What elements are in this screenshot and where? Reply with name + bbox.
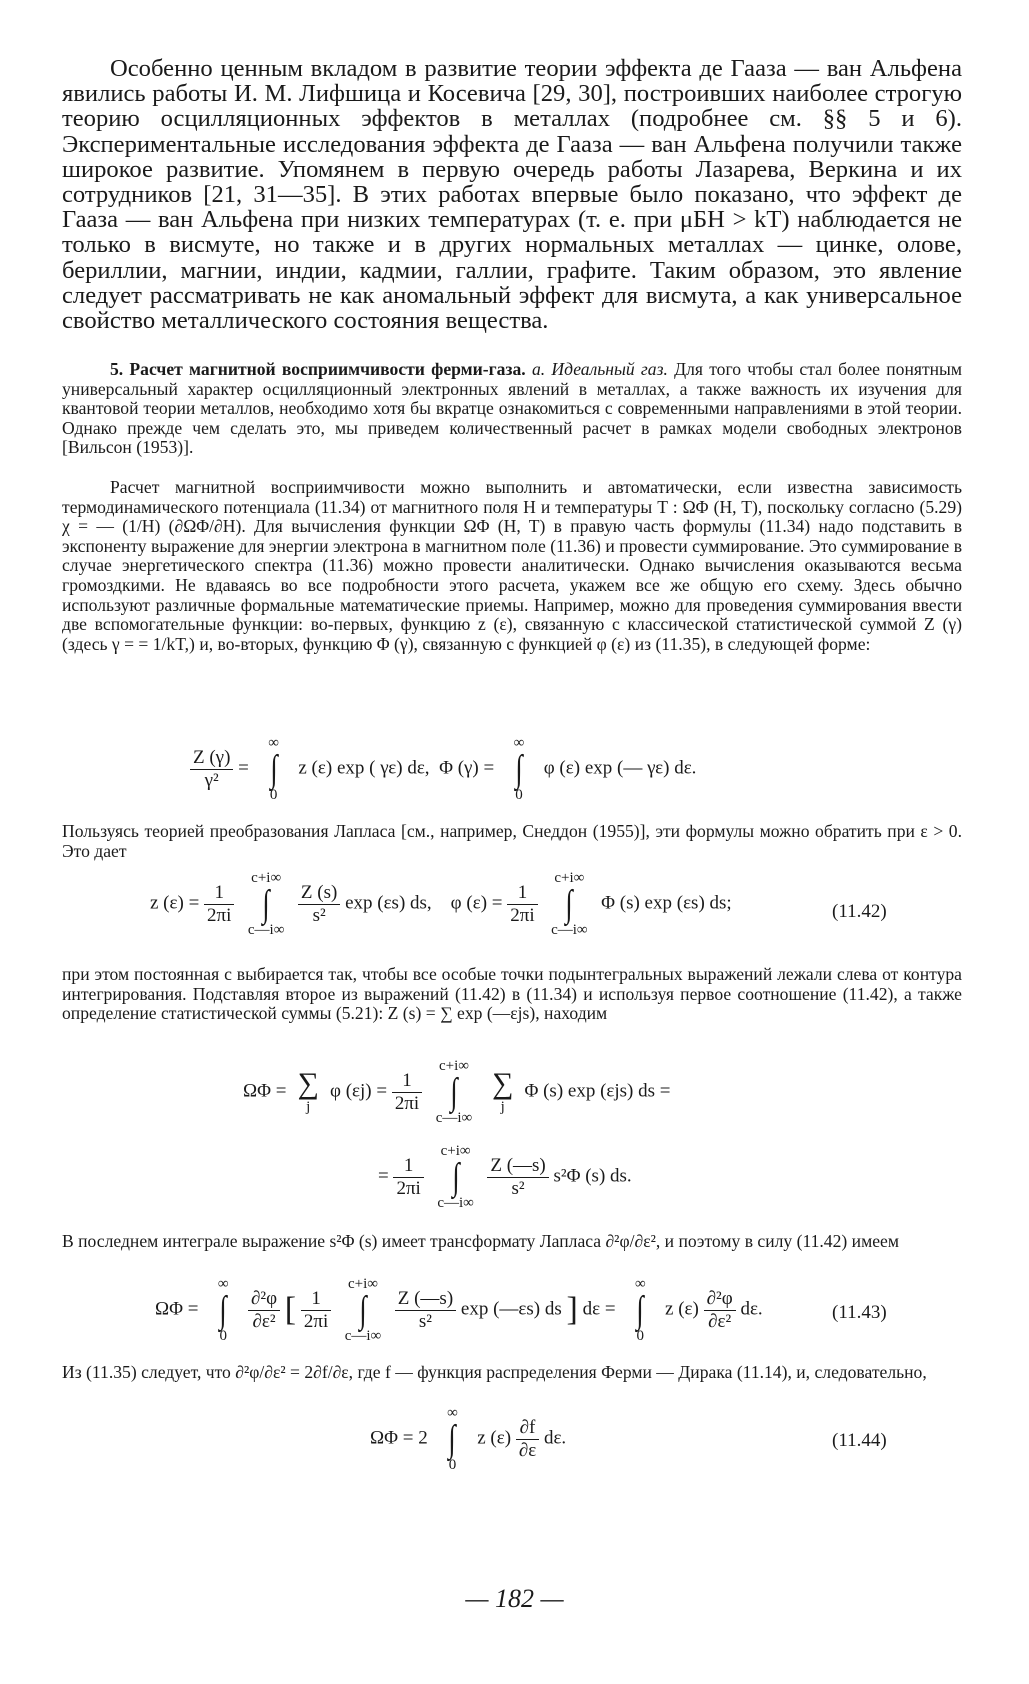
equation-laplace-forward: $\frac{Z (\gamma)}{\text{γ²}}$ = ∞ ∫ 0 z (ε) exp ( γε) dε, Φ (γ) = ∞ ∫ 0 φ (ε) exp (— γε) dε. bbox=[190, 735, 696, 803]
fraction: $\frac{Z (\gamma)}{\text{γ²}}$ bbox=[190, 747, 233, 792]
equation-omega-sum: ΩΦ = ∑ j φ (εj) = $\frac{1}{2\pi i}$ c+i∞ ∫ c—i∞ ∑ j Φ (s) exp (εjs) ds = bbox=[243, 1058, 671, 1126]
paragraph-calculation: Расчет магнитной восприимчивости можно выполнить и автоматически, если известна зависимость термодинамического потенциала (11.34) от магнитного поля H и температуры T : ΩΦ (H, T), поскольку согласно (5.29) χ = — (1/H) (∂ΩΦ/∂H). Для вычисления функции ΩΦ (H, T) в правую часть формулы (11.34) надо подставить в экспоненту выражение для энергии электрона в магнитном поле (11.36) и провести суммирование. Это суммирование в случае энергетического спектра (11.36) можно провести аналитически. Однако вычисления оказываются весьма громоздкими. Не вдаваясь во все подробности этого расчета, укажем все же общую его схему. Здесь обычно используют различные формальные математические приемы. Например, можно для проведения суммирования ввести две вспомогательные функции: во-первых, функцию z (ε), связанную с классической статистической суммой Z (γ) (здесь γ = = 1/kT,) и, во-вторых, функцию Φ (γ), связанную с функцией φ (ε) из (11.35), в следующей форме: bbox=[62, 477, 962, 654]
page-number: — 182 — bbox=[465, 1584, 564, 1613]
equation-omega-integral: = $\frac{1}{2\pi i}$ c+i∞ ∫ c—i∞ $\frac{Z (—s)}{\text{s²}}$ s²Φ (s) ds. bbox=[378, 1143, 632, 1211]
equation-11-44: ΩΦ = 2 ∞ ∫ 0 z (ε) $\frac{\partial f}{\partial\varepsilon}$ dε. bbox=[370, 1405, 567, 1473]
equation-number: (11.44) bbox=[832, 1430, 887, 1451]
equation-11-43: ΩΦ = ∞ ∫ 0 $\frac{\text{∂²φ}}{\text{∂ε²}}$ [ $\frac{1}{2\pi i}$ c+i∞ ∫ c—i∞ $\frac{Z (—s)}{\text{s²}}$ exp (—εs) ds ] dε = ∞ ∫ 0 z (ε) $\frac{\text{∂²φ}}{\text{∂ε²}}$ dε. bbox=[155, 1276, 763, 1344]
equation-11-42: z (ε) = $\frac{1}{2\pi i}$ c+i∞ ∫ c—i∞ $\frac{Z (s)}{\text{s²}}$ exp (εs) ds, φ (ε) = $\frac{1}{2\pi i}$ c+i∞ ∫ c—i∞ Φ (s) exp (εs) ds; bbox=[150, 870, 732, 938]
subsection-heading: а. Идеальный газ. bbox=[531, 359, 668, 379]
equation-number: (11.42) bbox=[832, 901, 887, 922]
section-heading: 5. Расчет магнитной восприимчивости ферми-газа. bbox=[110, 359, 526, 379]
equation-number: (11.43) bbox=[832, 1302, 887, 1323]
paragraph-fermi: Из (11.35) следует, что ∂²φ/∂ε² = 2∂f/∂ε, где f — функция распределения Ферми — Дирака (11.14), и, следовательно, bbox=[62, 1362, 927, 1382]
paragraph-laplace: Пользуясь теорией преобразования Лапласа [см., например, Снеддон (1955)], эти формулы можно обратить при ε > 0. Это дает bbox=[62, 821, 962, 861]
integral-sign: ∞ ∫ 0 bbox=[513, 735, 525, 803]
paragraph-transform: В последнем интеграле выражение s²Φ (s) имеет трансформату Лапласа ∂²φ/∂ε², и поэтому в силу (11.42) имеем bbox=[62, 1231, 899, 1251]
paragraph-section-5 bbox=[62, 360, 962, 458]
paragraph-intro: Особенно ценным вкладом в развитие теории эффекта де Гааза — ван Альфена явились работы И. М. Лифшица и Косевича [29, 30], построивших наиболее строгую теорию осцилляционных эффектов в металлах (подробнее см. §§ 5 и 6). Экспериментальные исследования эффекта де Гааза — ван Альфена получили также широкое развитие. Упомянем в первую очередь работы Лазарева, Веркина и их сотрудников [21, 31—35]. В этих работах впервые было показано, что эффект де Гааза — ван Альфена при низких температурах (т. е. при μБH > kT) наблюдается не только в висмуте, но также и в других нормальных металлах — цинке, олове, бериллии, магнии, индии, кадмии, галлии, графите. Таким образом, это явление следует рассматривать не как аномальный эффект для висмута, а как универсальное свойство металлического состояния вещества. bbox=[62, 55, 962, 335]
integral-sign: ∞ ∫ 0 bbox=[268, 735, 279, 803]
paragraph-contour: при этом постоянная c выбирается так, чтобы все особые точки подынтегральных выражений лежали слева от контура интегрирования. Подставляя второе из выражений (11.42) в (11.34) и используя первое соотношение (11.42), а также определение статистической суммы (5.21): Z (s) = ∑ exp (—εjs), находим bbox=[62, 964, 962, 1024]
section-5-text: Для того чтобы стал более понятным универсальный характер осцилляционный электронных явлений в металлах, а также важность их изучения для квантовой теории металлов, необходимо хотя бы вкратце ознакомиться с современными направлениями в этой теории. Однако прежде чем сделать это, мы приведем количественный расчет в рамках модели свободных электронов [Вильсон (1953)]. bbox=[62, 359, 963, 458]
